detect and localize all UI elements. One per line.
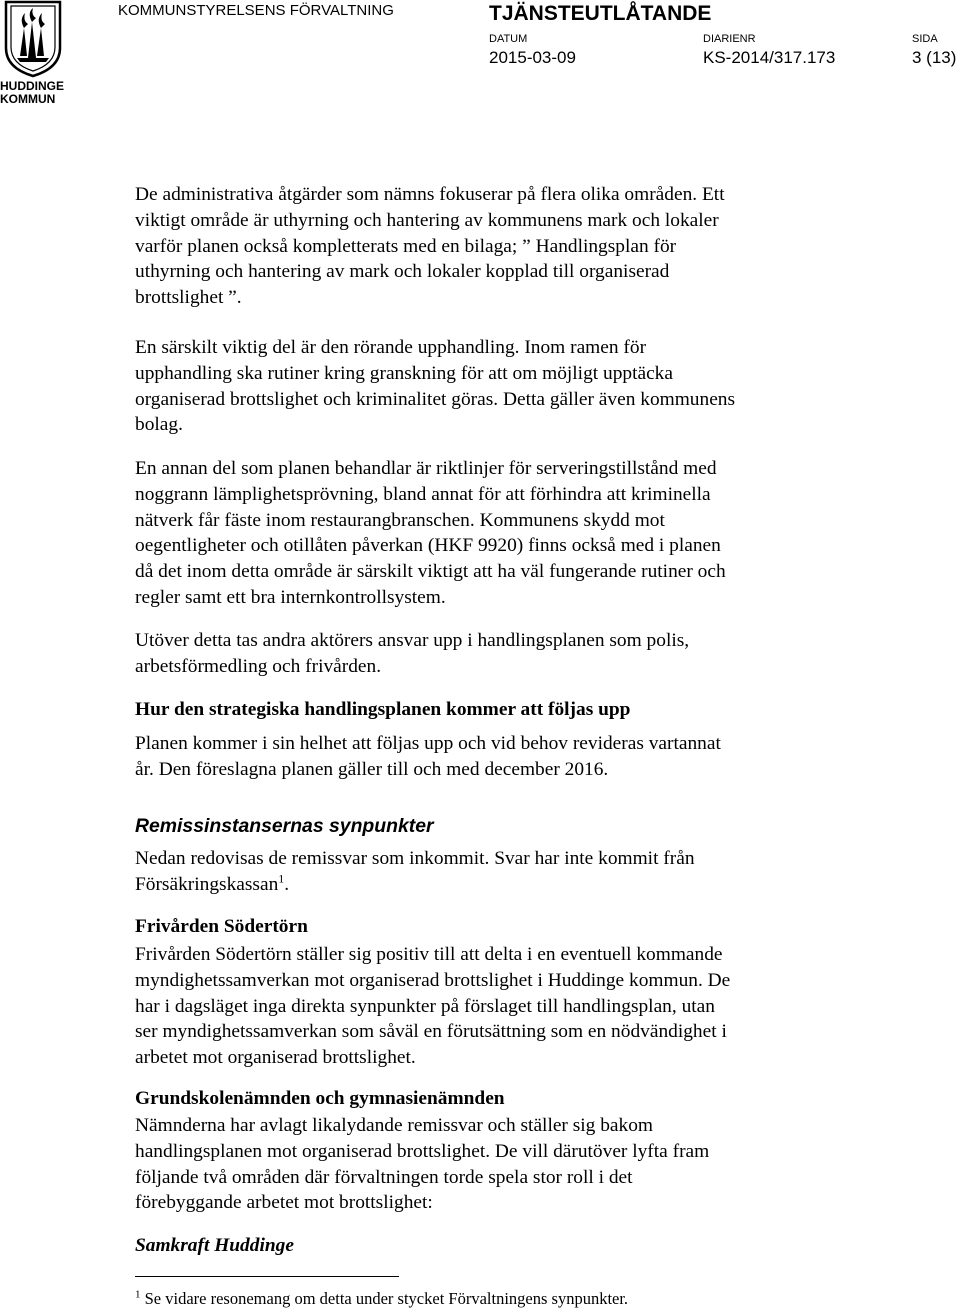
footnote-reference: 1: [278, 871, 285, 886]
footnote-divider: [135, 1276, 399, 1277]
heading-frivarden: Frivården Södertörn: [135, 916, 308, 937]
date-value: 2015-03-09: [489, 48, 576, 67]
paragraph-frivarden: Frivården Södertörn ställer sig positiv till att delta i en eventuell kommande myndighetssamverkan mot organiserad brottslighet i Huddinge kommun. De har i dagsläget inga direkta synpunkter på förslaget till handlingsplan, utan ser myndighetssamverkan som såväl en förutsättning som en nödvändighet i arbetet mot organiserad brottslighet.: [135, 944, 731, 1069]
paragraph-remiss-intro: Nedan redovisas de remissvar som inkommit. Svar har inte kommit från Försäkringskassan$^1$.: [135, 848, 695, 895]
organization-name: KOMMUNSTYRELSENS FÖRVALTNING: [118, 2, 394, 19]
footnote-mark: 1: [135, 1288, 141, 1301]
paragraph-school-boards: Nämnderna har avlagt likalydande remissvar och ställer sig bakom handlingsplanen mot organiserad brottslighet. De vill därutöver lyfta fram följande två områden där förvaltningen torde spela stor roll i det förebyggande arbetet mot brottslighet:: [135, 1115, 710, 1214]
logo-text-line-1: HUDDINGE: [0, 79, 65, 93]
paragraph-administrative-measures: De administrativa åtgärder som nämns fokuserar på flera olika områden. Ett viktigt område är uthyrning och hantering av kommunens mark och lokaler varför planen också kompletterats med en bilaga; ” Handlingsplan för uthyrning och hantering av mark och lokaler kopplad till organiserad brottslighet ”.: [135, 184, 725, 309]
footnote-text: Se vidare resonemang om detta under stycket Förvaltningens synpunkter.: [140, 1289, 629, 1308]
coat-of-arms-icon: [3, 0, 63, 78]
heading-remiss: Remissinstansernas synpunkter: [135, 815, 434, 837]
huddinge-kommun-logo: [0, 0, 66, 108]
diarienr-label: DIARIENR: [703, 33, 756, 45]
paragraph-serving-permits: En annan del som planen behandlar är riktlinjer för serveringstillstånd med noggrann lämplighetsprövning, bland annat för att förhindra att kriminella nätverk får fäste inom restaurangbranschen. Kommunens skydd mot oegentligheter och otillåten påverkan (HKF 9920) finns också med i planen då det inom detta område är särskilt viktigt att ha väl fungerande rutiner och regler samt ett bra internkontrollsystem.: [135, 458, 726, 608]
date-label: DATUM: [489, 33, 528, 45]
paragraph-procurement: En särskilt viktig del är den rörande upphandling. Inom ramen för upphandling ska rutiner kring granskning för att om möjligt upptäcka organiserad brottslighet och kriminalitet göras. Detta gäller även kommunens bolag.: [135, 337, 736, 436]
page-value: 3 (13): [912, 48, 957, 67]
document-type: TJÄNSTEUTLÅTANDE: [489, 2, 712, 25]
paragraph-other-actors: Utöver detta tas andra aktörers ansvar upp i handlingsplanen som polis, arbetsförmedling och frivården.: [135, 630, 690, 677]
logo-text-line-2: KOMMUN: [0, 92, 56, 106]
heading-school-boards: Grundskolenämnden och gymnasienämnden: [135, 1088, 505, 1109]
diarienr-value: KS-2014/317.173: [703, 48, 836, 67]
heading-samkraft: Samkraft Huddinge: [135, 1235, 294, 1256]
page-label: SIDA: [912, 33, 938, 45]
heading-follow-up: Hur den strategiska handlingsplanen kommer att följas upp: [135, 699, 631, 720]
footnote: [135, 1289, 628, 1309]
paragraph-follow-up: Planen kommer i sin helhet att följas upp och vid behov revideras vartannat år. Den föreslagna planen gäller till och med december 2016.: [135, 733, 721, 780]
